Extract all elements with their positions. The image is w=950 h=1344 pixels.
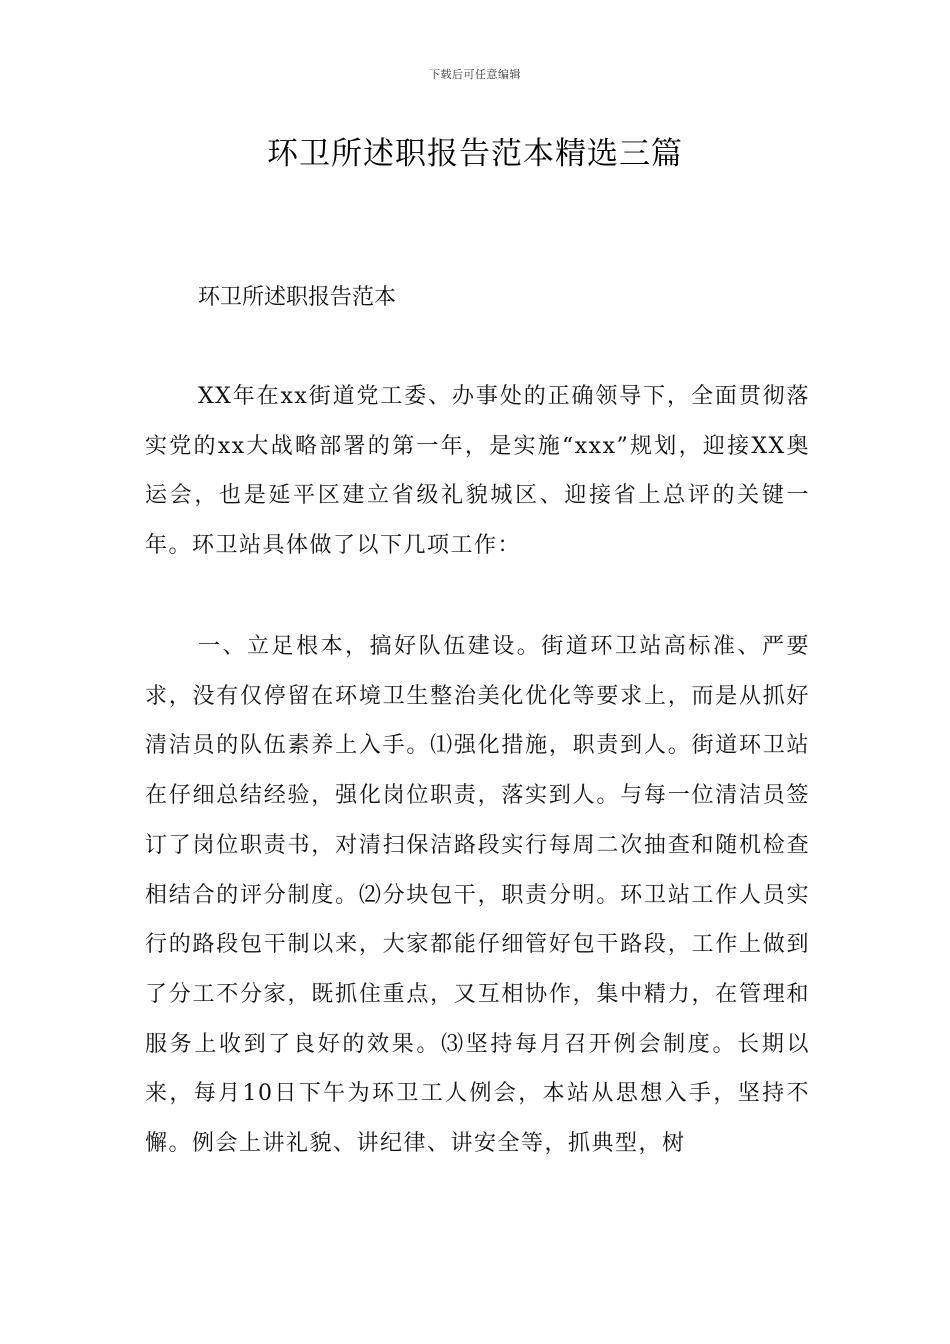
body-paragraph-2: 一、立足根本，搞好队伍建设。街道环卫站高标准、严要求，没有仅停留在环境卫生整治美化优化等要求上，而是从抓好清洁员的队伍素养上入手。⑴强化措施，职责到人。街道环卫站在仔细总结经验，强化岗位职责，落实到人。与每一位清洁员签订了岗位职责书，对清扫保洁路段实行每周二次抽查和随机检查相结合的评分制度。⑵分块包干，职责分明。环卫站工作人员实行的路段包干制以来，大家都能仔细管好包干路段，工作上做到了分工不分家，既抓住重点，又互相协作，集中精力，在管理和服务上收到了良好的效果。⑶坚持每月召开例会制度。长期以来，每月10日下午为环卫工人例会，本站从思想入手，坚持不懈。例会上讲礼貌、讲纪律、讲安全等，抓典型，树 [145, 634, 810, 1157]
header-note: 下载后可任意编辑 [429, 68, 521, 81]
body-paragraph-1: XX年在xx街道党工委、办事处的正确领导下，全面贯彻落实党的xx大战略部署的第一年，是实施“xxx”规划，迎接XX奥运会，也是延平区建立省级礼貌城区、迎接省上总评的关键一年。环卫站具体做了以下几项工作： [145, 384, 810, 559]
section-heading: 环卫所述职报告范本 [198, 285, 397, 310]
document-title: 环卫所述职报告范本精选三篇 [267, 136, 683, 172]
